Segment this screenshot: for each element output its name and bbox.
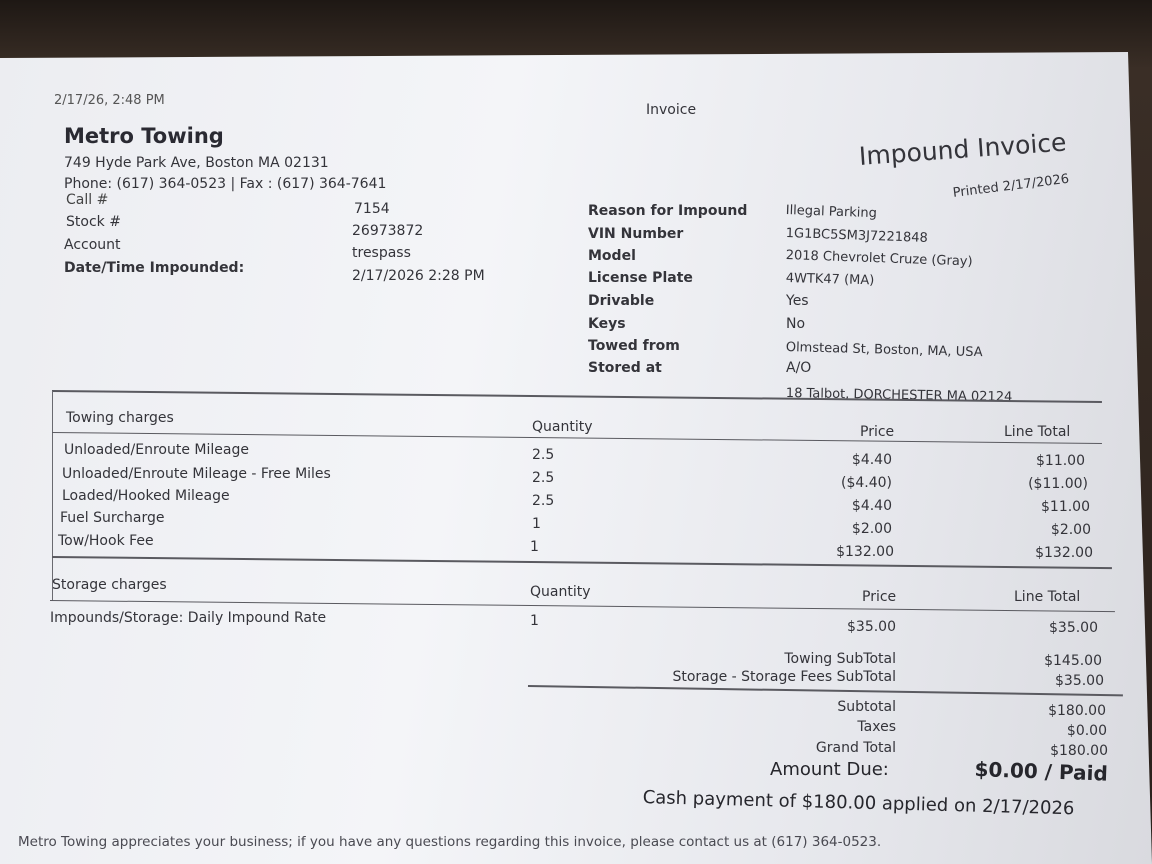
- storage-row-1-desc: Impounds/Storage: Daily Impound Rate: [50, 610, 327, 626]
- towing-total-header: Line Total: [1004, 424, 1071, 440]
- call-label: Call #: [66, 192, 109, 208]
- company-phone-fax: Phone: (617) 364-0523 | Fax : (617) 364-7641: [64, 176, 387, 192]
- plate-label: License Plate: [588, 270, 693, 286]
- stock-label: Stock #: [66, 214, 121, 230]
- table-left-border: [52, 391, 53, 601]
- drivable-label: Drivable: [588, 293, 655, 309]
- storage-subtotal-value: $35.00: [1055, 673, 1104, 689]
- doc-label: Invoice: [646, 102, 697, 118]
- towing-row-2-price: ($4.40): [840, 475, 892, 491]
- towing-row-2-qty: 2.5: [532, 470, 555, 486]
- towing-row-1-desc: Unloaded/Enroute Mileage: [64, 442, 249, 458]
- storage-row-1-total: $35.00: [1049, 620, 1098, 636]
- towing-row-5-price: $132.00: [836, 544, 894, 560]
- stored-at-value: A/O: [786, 360, 812, 376]
- towed-from-label: Towed from: [588, 338, 680, 354]
- reason-label: Reason for Impound: [588, 203, 748, 219]
- storage-price-header: Price: [862, 589, 897, 605]
- company-address: 749 Hyde Park Ave, Boston MA 02131: [64, 155, 329, 171]
- towing-row-5-total: $132.00: [1035, 545, 1093, 561]
- drivable-value: Yes: [786, 293, 809, 309]
- impound-datetime-value: 2/17/2026 2:28 PM: [352, 268, 485, 284]
- towing-row-2-desc: Unloaded/Enroute Mileage - Free Miles: [62, 466, 331, 482]
- print-datetime: 2/17/26, 2:48 PM: [54, 93, 165, 108]
- amount-due-value: $0.00 / Paid: [974, 757, 1109, 786]
- stock-value: 26973872: [352, 223, 424, 239]
- towing-price-header: Price: [860, 424, 895, 440]
- towing-qty-header: Quantity: [532, 419, 593, 435]
- vin-label: VIN Number: [588, 226, 684, 242]
- grand-total-label: Grand Total: [815, 740, 896, 756]
- storage-total-header: Line Total: [1014, 589, 1081, 605]
- impound-datetime-label: Date/Time Impounded:: [64, 260, 245, 276]
- towing-row-4-price: $2.00: [851, 521, 892, 537]
- towed-from-value: Olmstead St, Boston, MA, USA: [785, 340, 983, 361]
- towing-subtotal-label: Towing SubTotal: [784, 651, 896, 667]
- printed-date: Printed 2/17/2026: [952, 171, 1070, 201]
- taxes-value: $0.00: [1066, 723, 1107, 739]
- account-label: Account: [64, 237, 121, 253]
- reason-value: Illegal Parking: [785, 203, 878, 222]
- towing-row-3-price: $4.40: [851, 498, 892, 514]
- subtotal-value: $180.00: [1048, 703, 1106, 719]
- footer-note: Metro Towing appreciates your business; if you have any questions regarding this invoice, please contact us at (617) 364-0523.: [18, 834, 882, 850]
- page-title: Impound Invoice: [858, 127, 1068, 171]
- grand-total-value: $180.00: [1050, 743, 1108, 759]
- towing-row-2-total: ($11.00): [1028, 476, 1088, 492]
- stored-at-address: 18 Talbot, DORCHESTER MA 02124: [785, 386, 1013, 405]
- storage-qty-header: Quantity: [530, 584, 591, 600]
- amount-due-label: Amount Due:: [770, 759, 889, 780]
- towing-row-3-total: $11.00: [1041, 499, 1090, 515]
- subtotal-label: Subtotal: [837, 699, 896, 715]
- taxes-label: Taxes: [857, 719, 896, 735]
- towing-row-5-desc: Tow/Hook Fee: [58, 533, 154, 549]
- invoice-paper: [0, 52, 1152, 864]
- company-name: Metro Towing: [64, 124, 224, 148]
- storage-row-1-price: $35.00: [847, 619, 896, 635]
- keys-label: Keys: [588, 316, 626, 332]
- model-value: 2018 Chevrolet Cruze (Gray): [785, 248, 973, 270]
- keys-value: No: [786, 316, 806, 332]
- towing-row-1-total: $11.00: [1036, 453, 1085, 469]
- towing-section-title: Towing charges: [66, 410, 174, 426]
- towing-row-4-total: $2.00: [1050, 522, 1091, 538]
- model-label: Model: [588, 248, 636, 264]
- call-value: 7154: [354, 201, 390, 217]
- stored-at-label: Stored at: [588, 360, 662, 376]
- plate-value: 4WTK47 (MA): [785, 271, 875, 289]
- towing-row-1-qty: 2.5: [532, 447, 555, 463]
- storage-row-1-qty: 1: [530, 613, 539, 629]
- towing-row-1-price: $4.40: [851, 452, 892, 468]
- towing-row-3-qty: 2.5: [532, 493, 555, 509]
- towing-row-3-desc: Loaded/Hooked Mileage: [62, 488, 230, 504]
- vin-value: 1G1BC5SM3J7221848: [785, 226, 929, 246]
- storage-subtotal-label: Storage - Storage Fees SubTotal: [672, 669, 896, 685]
- towing-row-5-qty: 1: [530, 539, 539, 555]
- towing-subtotal-value: $145.00: [1044, 653, 1102, 669]
- account-value: trespass: [352, 245, 411, 261]
- payment-note: Cash payment of $180.00 applied on 2/17/2026: [642, 787, 1075, 820]
- towing-row-4-desc: Fuel Surcharge: [60, 510, 165, 526]
- towing-row-4-qty: 1: [532, 516, 541, 532]
- storage-section-title: Storage charges: [52, 577, 167, 593]
